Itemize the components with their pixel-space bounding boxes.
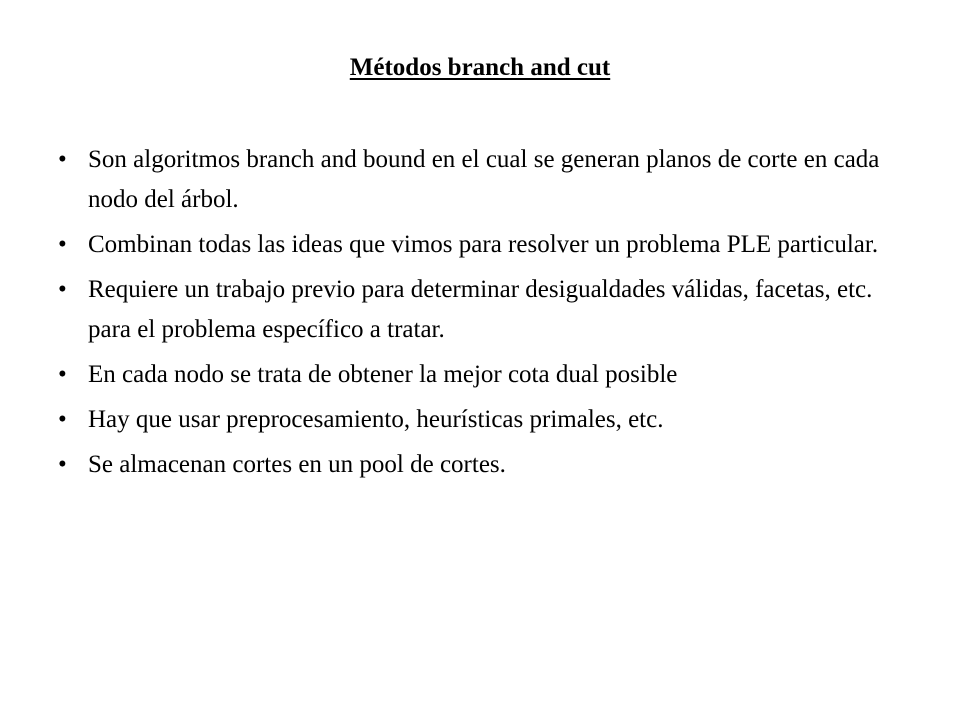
bullet-list [58,140,918,490]
bullet-text: Requiere un trabajo previo para determinar desigualdades válidas, facetas, etc. para el problema específico a tratar. [88,276,873,343]
bullet-text: Son algoritmos branch and bound en el cual se generan planos de corte en cada nodo del árbol. [88,146,880,213]
bullet-item-cut-pool [58,445,918,485]
bullet-item-preprocessing [58,400,918,440]
bullet-text: Hay que usar preprocesamiento, heurísticas primales, etc. [88,406,664,433]
bullet-icon: • [58,361,67,388]
bullet-text: En cada nodo se trata de obtener la mejor cota dual posible [88,361,678,388]
bullet-item-previous-work [58,270,918,350]
bullet-icon: • [58,406,67,433]
bullet-item-algorithms [58,140,918,220]
bullet-item-combine-ideas [58,225,918,265]
bullet-icon: • [58,276,67,303]
bullet-item-dual-bound [58,355,918,395]
bullet-text: Se almacenan cortes en un pool de cortes. [88,451,506,478]
bullet-icon: • [58,451,67,478]
bullet-text: Combinan todas las ideas que vimos para resolver un problema PLE particular. [88,231,879,258]
slide-title: Métodos branch and cut [349,54,611,81]
bullet-icon: • [58,146,67,173]
bullet-icon: • [58,231,67,258]
